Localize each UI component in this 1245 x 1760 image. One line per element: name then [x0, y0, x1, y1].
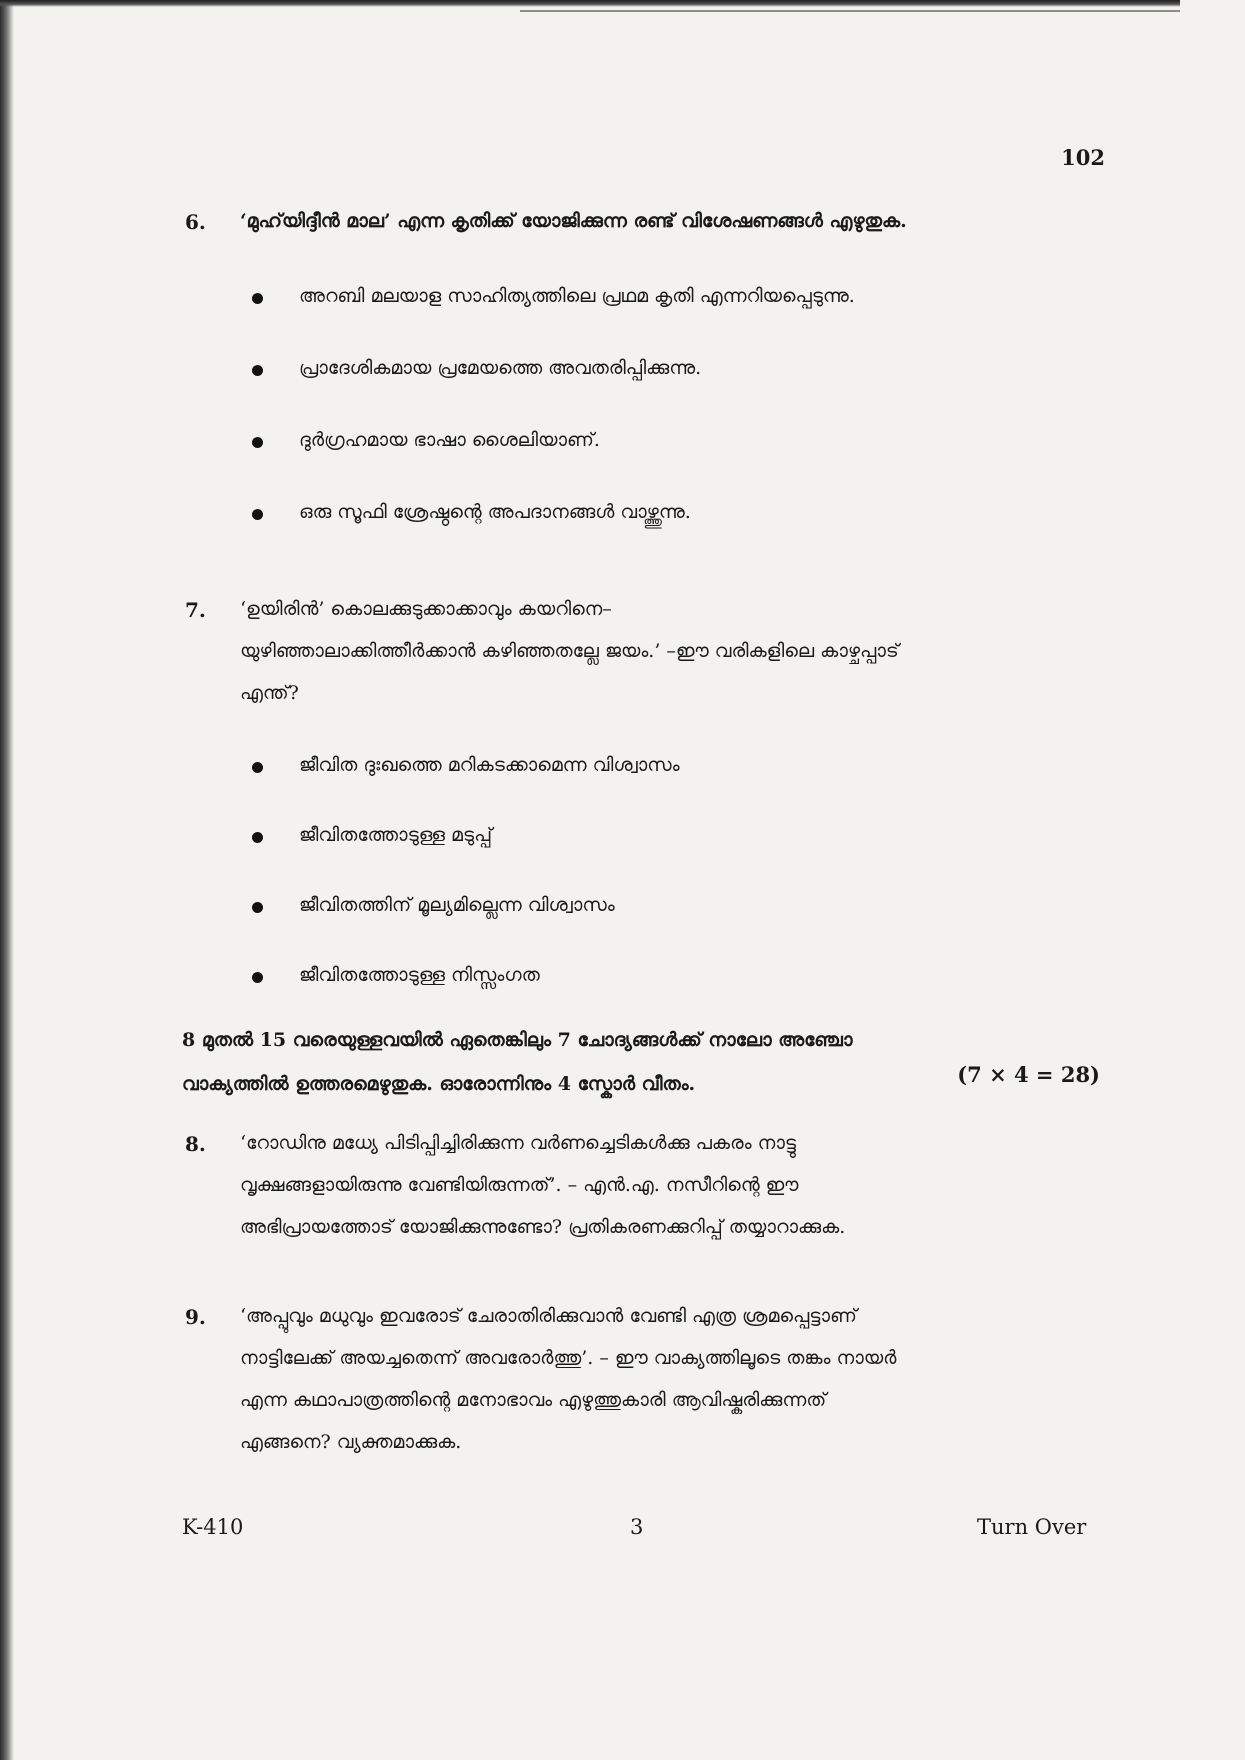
option-text: ഒരു സൂഫി ശ്രേഷ്ഠന്റെ അപദാനങ്ങൾ വാഴ്ത്തുന്നു. — [299, 501, 691, 523]
footer-code: K-410 — [182, 1515, 244, 1539]
scan-left-edge — [0, 0, 14, 1760]
question-line: എന്ന കഥാപാത്രത്തിന്റെ മനോഭാവം എഴുത്തുകാരി ആവിഷ്കരിക്കുന്നത് — [240, 1389, 827, 1411]
bullet-icon — [252, 972, 263, 983]
instruction-line: വാക്യത്തിൽ ഉത്തരമെഴുതുക. ഓരോന്നിനും 4 സ്കോർ വീതം. — [182, 1073, 696, 1095]
bullet-icon — [252, 762, 263, 773]
question-text — [240, 1122, 1060, 1248]
question-line: നാട്ടിലേക്ക് അയച്ചതെന്ന് അവരോർത്തു’. – ഈ വാക്യത്തിലൂടെ തങ്കം നായർ — [240, 1347, 897, 1369]
bullet-icon — [252, 902, 263, 913]
scan-top-edge — [0, 0, 1180, 7]
bullet-icon — [252, 832, 263, 843]
scan-top-line — [520, 10, 1180, 12]
option-text: പ്രാദേശികമായ പ്രമേയത്തെ അവതരിപ്പിക്കുന്നു. — [299, 357, 702, 379]
question-line: ‘ഉയിരിൻ’ കൊലക്കുടുക്കാക്കാവും കയറിനെ– — [240, 598, 612, 620]
question-text: ‘മുഹ്‌യിദ്ദീൻ മാല’ എന്ന കൃതിക്ക് യോജിക്കുന്ന രണ്ട് വിശേഷണങ്ങൾ എഴുതുക. — [240, 210, 907, 232]
option-text: ജീവിതത്തോടുള്ള മടുപ്പ് — [299, 824, 493, 846]
question-line: അഭിപ്രായത്തോട് യോജിക്കുന്നുണ്ടോ? പ്രതികരണക്കുറിപ്പ് തയ്യാറാക്കുക. — [240, 1216, 846, 1238]
question-number: 9. — [185, 1305, 206, 1329]
question-text — [240, 588, 1060, 714]
section-instruction — [182, 1018, 1092, 1106]
footer-turn-over: Turn Over — [977, 1515, 1087, 1539]
question-line: എന്ത്? — [240, 682, 299, 704]
question-line: ‘അപ്പുവും മധുവും ഇവരോട് ചേരാതിരിക്കുവാൻ വേണ്ടി എത്ര ശ്രമപ്പെട്ടാണ് — [240, 1305, 857, 1327]
option-text: ജീവിതത്തിന് മൂല്യമില്ലെന്ന വിശ്വാസം — [299, 894, 615, 916]
question-number: 7. — [185, 598, 206, 622]
question-line: എങ്ങനെ? വ്യക്തമാക്കുക. — [240, 1431, 462, 1453]
page-code: 102 — [1061, 145, 1105, 170]
question-line: യുഴിഞ്ഞാലാക്കിത്തീർക്കാൻ കഴിഞ്ഞതല്ലേ ജയം.’ –ഈ വരികളിലെ കാഴ്ചപ്പാട് — [240, 640, 899, 662]
option-text: ജീവിതത്തോടുള്ള നിസ്സംഗത — [299, 964, 540, 986]
question-number: 6. — [185, 210, 206, 234]
section-marks: (7 × 4 = 28) — [957, 1062, 1100, 1087]
question-line: വൃക്ഷങ്ങളായിരുന്നു വേണ്ടിയിരുന്നത്’. – എൻ.എ. നസീറിന്റെ ഈ — [240, 1174, 799, 1196]
instruction-line: 8 മുതൽ 15 വരെയുള്ളവയിൽ ഏതെങ്കിലും 7 ചോദ്യങ്ങൾക്ക് നാലോ അഞ്ചോ — [182, 1029, 853, 1051]
option-text: ജീവിത ദുഃഖത്തെ മറികടക്കാമെന്ന വിശ്വാസം — [299, 754, 680, 776]
bullet-icon — [252, 509, 263, 520]
option-text: ദുർഗ്രഹമായ ഭാഷാ ശൈലിയാണ്. — [299, 429, 600, 451]
question-text — [240, 1295, 1060, 1463]
bullet-icon — [252, 437, 263, 448]
bullet-icon — [252, 365, 263, 376]
option-text: അറബി മലയാള സാഹിത്യത്തിലെ പ്രഥമ കൃതി എന്നറിയപ്പെടുന്നു. — [299, 285, 855, 307]
bullet-icon — [252, 293, 263, 304]
question-line: ‘റോഡിനു മധ്യേ പിടിപ്പിച്ചിരിക്കുന്ന വർണച്ചെടികൾക്കു പകരം നാട്ടു — [240, 1132, 797, 1154]
question-number: 8. — [185, 1132, 206, 1156]
footer-page-number: 3 — [630, 1515, 644, 1539]
